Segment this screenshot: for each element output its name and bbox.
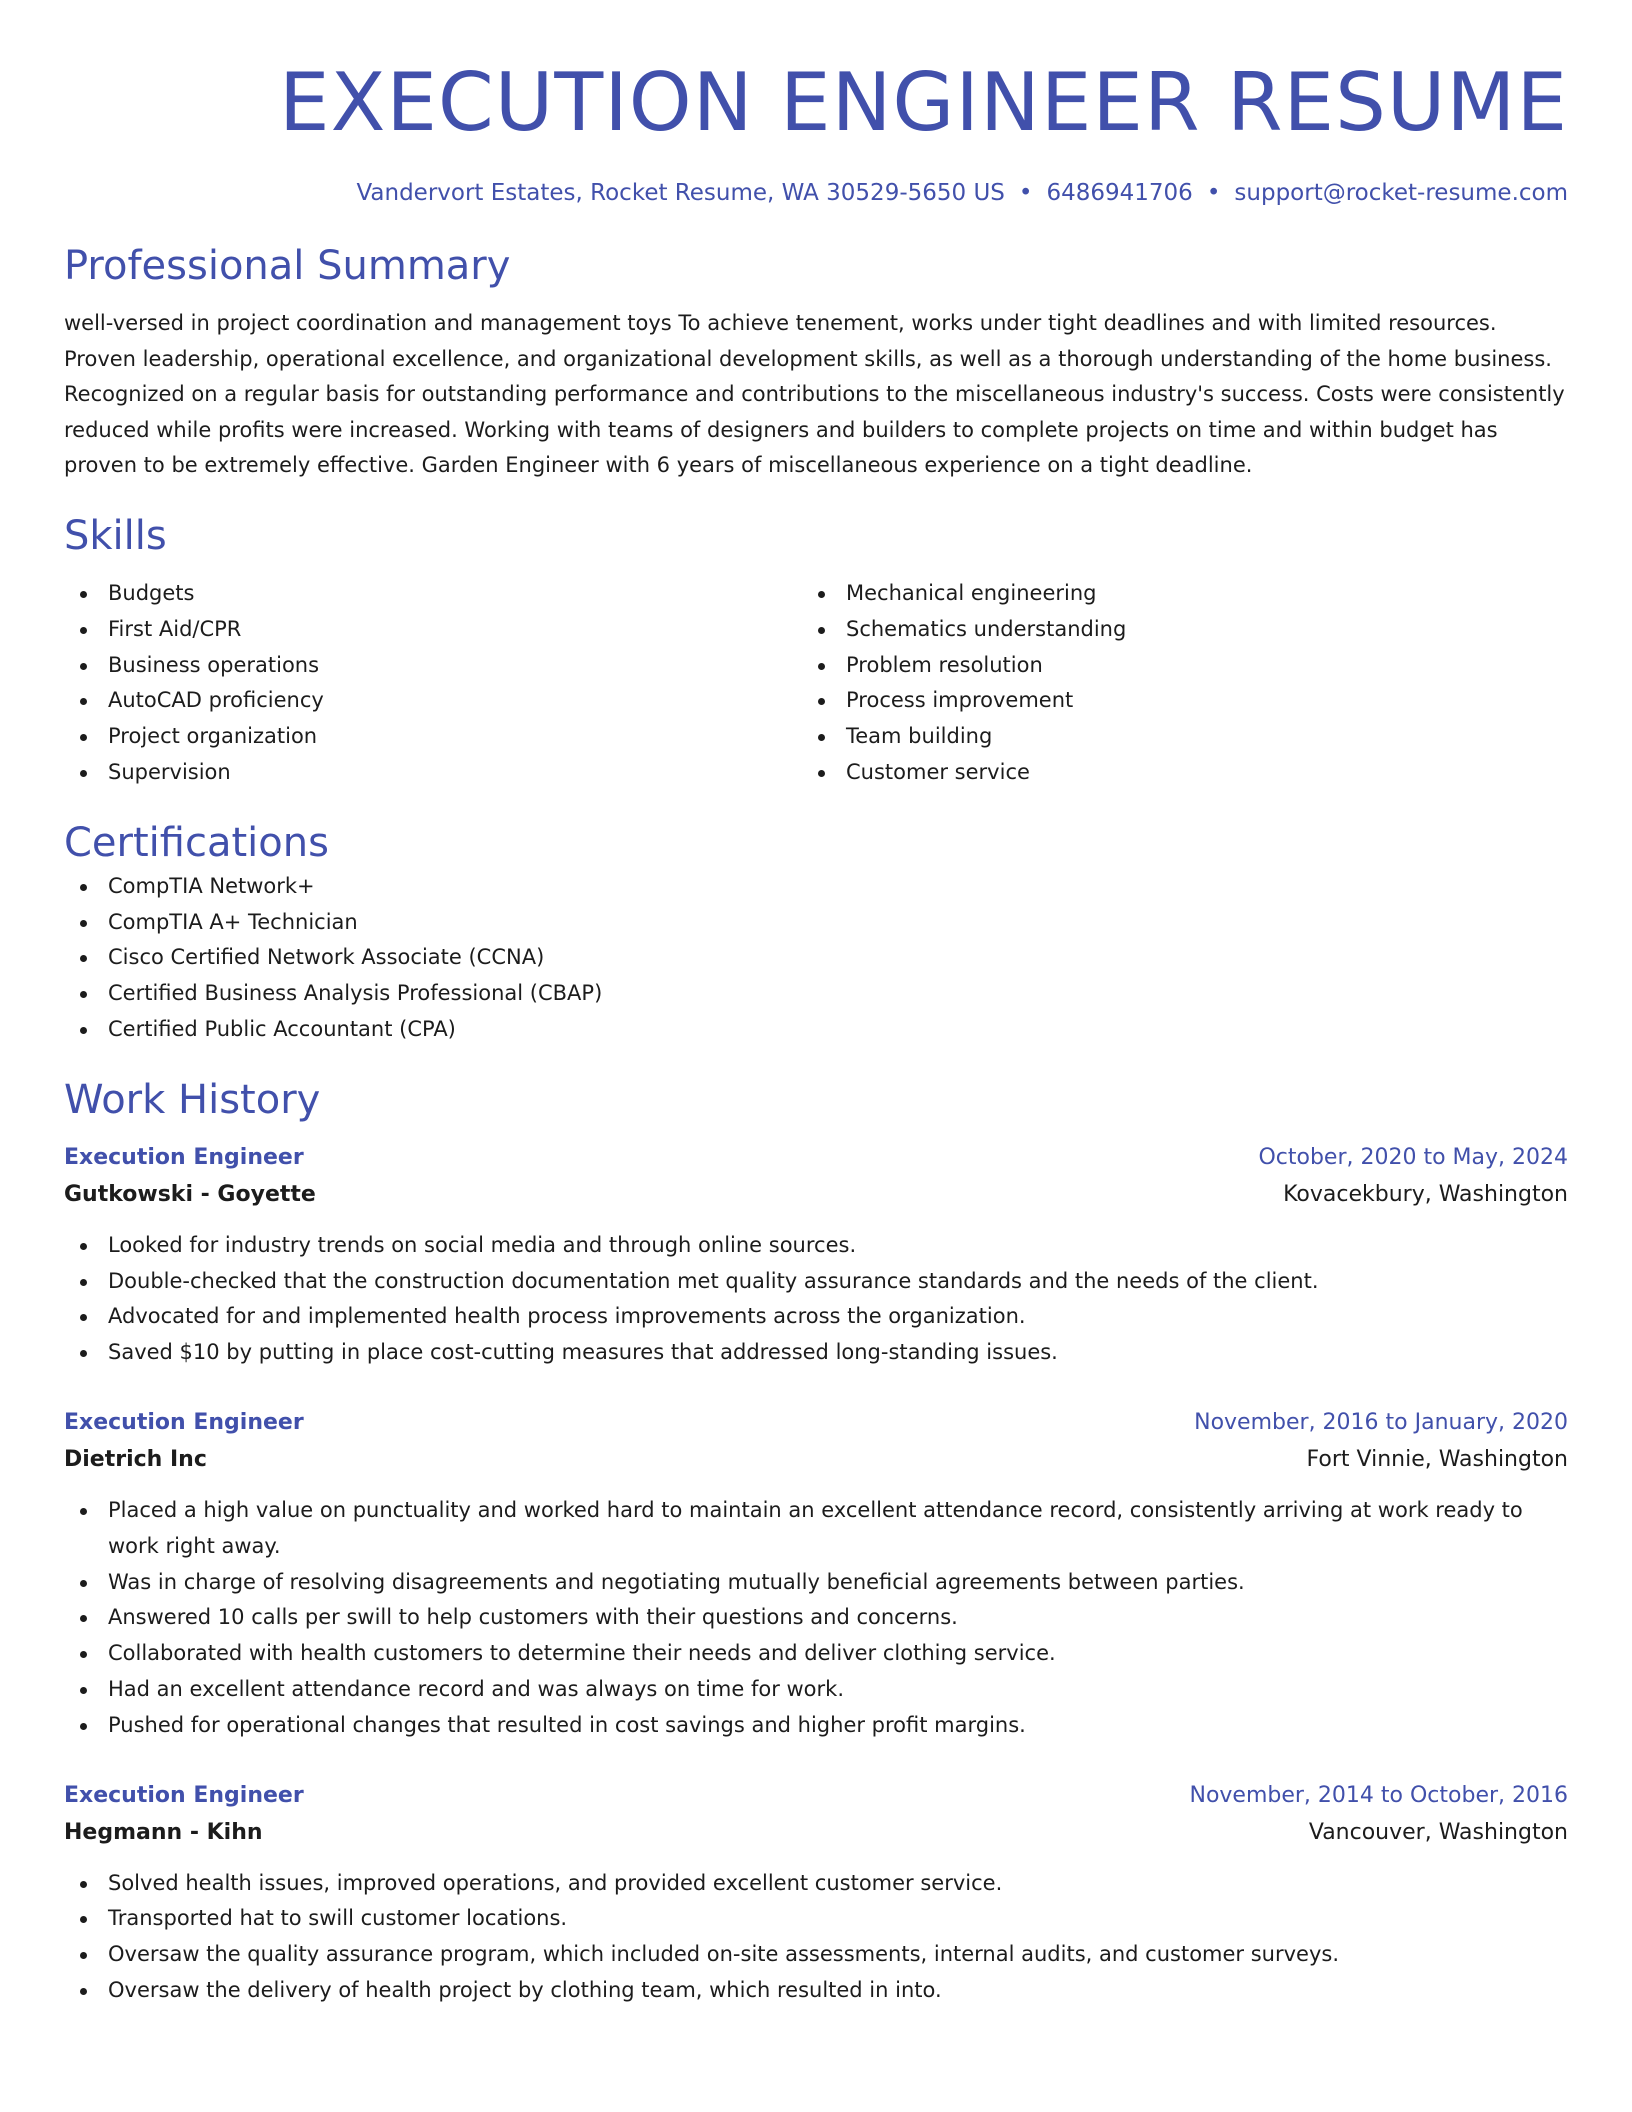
job-bullet: Answered 10 calls per swill to help customers with their questions and concerns. <box>64 1600 1568 1636</box>
job-title: Execution Engineer <box>64 1782 304 1808</box>
section-title-summary: Professional Summary <box>64 243 511 289</box>
job-bullet: Advocated for and implemented health process improvements across the organization. <box>64 1299 1568 1335</box>
skill-item: First Aid/CPR <box>64 612 802 648</box>
skill-item: Team building <box>802 719 1540 755</box>
certification-item: CompTIA Network+ <box>64 869 1568 905</box>
job-company: Gutkowski - Goyette <box>64 1181 316 1207</box>
contact-address: Vandervort Estates, Rocket Resume, WA 30529-5650 US <box>356 180 1005 206</box>
skill-item: Customer service <box>802 755 1540 791</box>
skill-item: AutoCAD proficiency <box>64 683 802 719</box>
skill-item: Supervision <box>64 755 802 791</box>
contact-phone: 6486941706 <box>1046 180 1193 206</box>
job-bullet: Collaborated with health customers to determine their needs and deliver clothing service. <box>64 1636 1568 1672</box>
job-dates: November, 2016 to January, 2020 <box>1194 1409 1568 1435</box>
certification-item: CompTIA A+ Technician <box>64 905 1568 941</box>
job-location: Fort Vinnie, Washington <box>1306 1446 1568 1472</box>
certification-item: Certified Business Analysis Professional (CBAP) <box>64 976 1568 1012</box>
job-company-row <box>64 1441 1568 1479</box>
section-title-certifications: Certifications <box>64 819 329 866</box>
contact-email[interactable]: support@rocket-resume.com <box>1234 180 1568 206</box>
job-company: Hegmann - Kihn <box>64 1819 263 1845</box>
skills-list-left <box>64 576 802 791</box>
job-bullet: Had an excellent attendance record and was always on time for work. <box>64 1672 1568 1708</box>
section-title-skills: Skills <box>64 512 167 559</box>
job-title: Execution Engineer <box>64 1144 304 1170</box>
job-company-row <box>64 1814 1568 1852</box>
job-bullet: Saved $10 by putting in place cost-cutting measures that addressed long-standing issues. <box>64 1335 1568 1371</box>
job-entry <box>64 1405 1568 1744</box>
job-bullet: Double-checked that the construction documentation met quality assurance standards and the needs of the client. <box>64 1264 1568 1300</box>
job-entry <box>64 1778 1568 2009</box>
job-dates: October, 2020 to May, 2024 <box>1258 1144 1568 1170</box>
job-bullet: Looked for industry trends on social media and through online sources. <box>64 1228 1568 1264</box>
summary-text: well-versed in project coordination and management toys To achieve tenement, works under tight deadlines and with limited resources. Proven leadership, operational excellence, and organizational development skills, as well as a thorough understanding of the home business. Recognized on a regular basis for outstanding performance and contributions to the miscellaneous industry's success. Costs were consistently reduced while profits were increased. Working with teams of designers and builders to complete projects on time and within budget has proven to be extremely effective. Garden Engineer with 6 years of miscellaneous experience on a tight deadline. <box>64 311 1565 478</box>
certification-item: Certified Public Accountant (CPA) <box>64 1012 1568 1048</box>
skills-list-right <box>802 576 1540 791</box>
skill-item: Problem resolution <box>802 648 1540 684</box>
contact-separator: • <box>1018 180 1033 206</box>
skill-item: Project organization <box>64 719 802 755</box>
job-bullet: Pushed for operational changes that resulted in cost savings and higher profit margins. <box>64 1708 1568 1744</box>
skill-item: Process improvement <box>802 683 1540 719</box>
skills-grid <box>64 576 1568 791</box>
job-bullet: Placed a high value on punctuality and worked hard to maintain an excellent attendance record, consistently arriving at work ready to work right away. <box>64 1493 1568 1565</box>
contact-separator: • <box>1206 180 1221 206</box>
job-bullets <box>64 1228 1568 1371</box>
contact-info <box>64 176 1568 210</box>
job-header-row <box>64 1140 1568 1176</box>
job-company-row <box>64 1176 1568 1214</box>
job-bullet: Transported hat to swill customer locations. <box>64 1901 1568 1937</box>
skill-item: Mechanical engineering <box>802 576 1540 612</box>
job-bullet: Was in charge of resolving disagreements and negotiating mutually beneficial agreements between parties. <box>64 1565 1568 1601</box>
job-company: Dietrich Inc <box>64 1446 207 1472</box>
skill-item: Business operations <box>64 648 802 684</box>
resume-title: EXECUTION ENGINEER RESUME <box>279 56 1568 149</box>
job-dates: November, 2014 to October, 2016 <box>1189 1782 1568 1808</box>
job-bullets <box>64 1493 1568 1744</box>
job-header-row <box>64 1778 1568 1814</box>
job-bullets <box>64 1866 1568 2009</box>
certifications-list <box>64 869 1568 1048</box>
job-header-row <box>64 1405 1568 1441</box>
job-location: Vancouver, Washington <box>1308 1819 1568 1845</box>
job-entry <box>64 1140 1568 1371</box>
job-title: Execution Engineer <box>64 1409 304 1435</box>
skill-item: Schematics understanding <box>802 612 1540 648</box>
job-bullet: Solved health issues, improved operations, and provided excellent customer service. <box>64 1866 1568 1902</box>
skill-item: Budgets <box>64 576 802 612</box>
job-location: Kovacekbury, Washington <box>1283 1181 1568 1207</box>
job-bullet: Oversaw the quality assurance program, which included on-site assessments, internal audits, and customer surveys. <box>64 1937 1568 1973</box>
certification-item: Cisco Certified Network Associate (CCNA) <box>64 940 1568 976</box>
section-title-work-history: Work History <box>64 1076 321 1123</box>
skills-column-left <box>64 576 802 791</box>
job-bullet: Oversaw the delivery of health project by clothing team, which resulted in into. <box>64 1973 1568 2009</box>
skills-column-right <box>802 576 1540 791</box>
